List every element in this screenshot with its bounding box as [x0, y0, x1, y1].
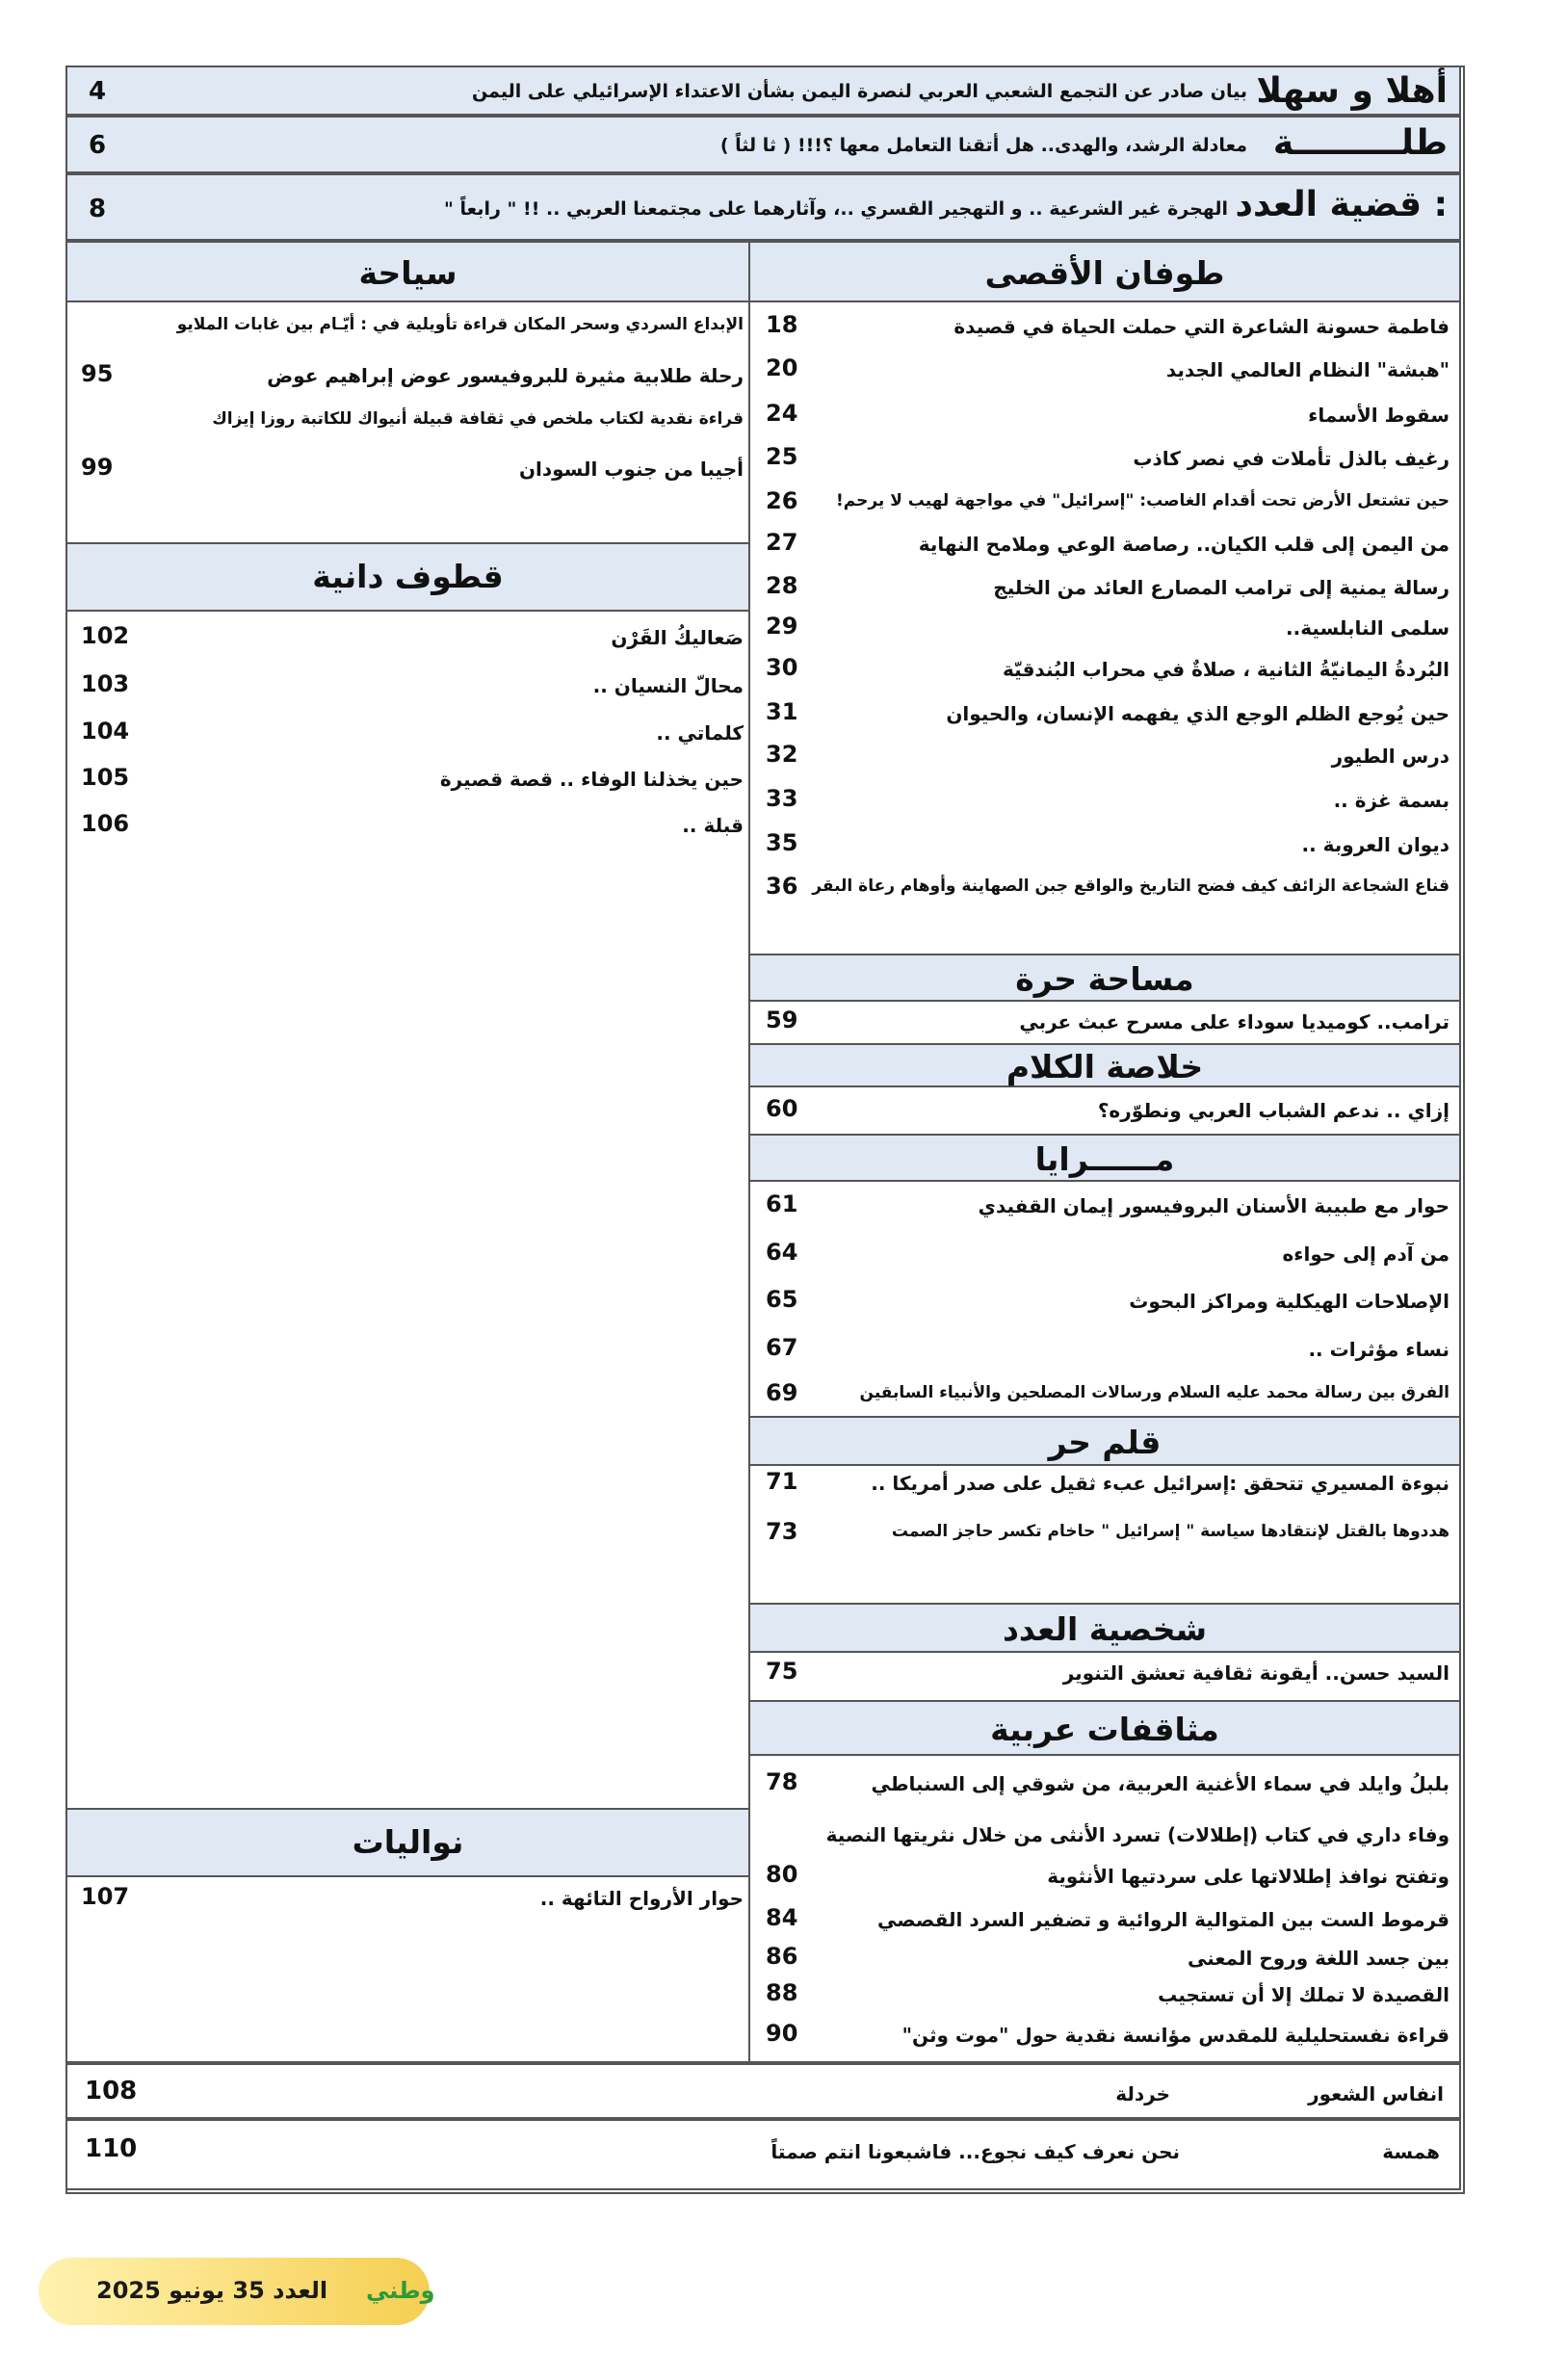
row-text[interactable]: نحن نعرف كيف نجوع... فاشبعونا انتم صمتاً: [770, 2140, 1180, 2163]
section-title-aqsa: طوفان الأقصى: [748, 241, 1461, 302]
toc-entry-title[interactable]: قراءة نفستحليلية للمقدس مؤانسة نقدية حول "موت وثن": [901, 2024, 1450, 2047]
toc-entry-page[interactable]: 35: [766, 829, 798, 856]
footer-badge: [39, 2258, 435, 2325]
row-label: طلـــــــــة: [1272, 123, 1448, 163]
toc-entry-page[interactable]: 75: [766, 1658, 798, 1685]
toc-entry-title[interactable]: وتفتح نوافذ إطلالاتها على سردتيها الأنثوية: [1047, 1865, 1450, 1888]
toc-entry-page[interactable]: 78: [766, 1768, 798, 1795]
toc-entry-page[interactable]: 33: [766, 785, 798, 812]
toc-entry-page[interactable]: 65: [766, 1286, 798, 1313]
toc-entry-title[interactable]: حين يُوجع الظلم الوجع الذي يفهمه الإنسان، والحيوان: [946, 702, 1450, 725]
toc-entry-title[interactable]: هددوها بالقتل لإنتقادها سياسة " إسرائيل " حاخام تكسر حاجز الصمت: [891, 1522, 1450, 1541]
toc-entry-title[interactable]: الإبداع السردي وسحر المكان قراءة تأويلية في : أيّـام بين غابات الملايو: [176, 315, 744, 334]
section-title-free-space: مساحة حرة: [748, 954, 1461, 1002]
toc-entry-title[interactable]: أجيبا من جنوب السودان: [518, 458, 744, 481]
toc-entry-title[interactable]: سلمى النابلسية..: [1286, 616, 1450, 640]
footer-issue: العدد 35 يونيو 2025: [96, 2277, 328, 2304]
row-text[interactable]: خردلة: [1115, 2082, 1170, 2105]
toc-entry-title[interactable]: حين تشتعل الأرض تحت أقدام الغاصب: "إسرائيل" في مواجهة لهيب لا يرحم!: [835, 491, 1450, 510]
toc-entry-page[interactable]: 103: [81, 670, 130, 697]
toc-entry-title[interactable]: درس الطيور: [1331, 745, 1450, 768]
row-text[interactable]: الهجرة غير الشرعية .. و التهجير القسري ..، وآثارهما على مجتمعنا العربي .. !! " رابعاً ": [443, 198, 1228, 220]
toc-entry-page[interactable]: 20: [766, 354, 798, 381]
toc-entry-title[interactable]: الإصلاحات الهيكلية ومراكز البحوث: [1129, 1290, 1450, 1313]
toc-entry-page[interactable]: 59: [766, 1007, 798, 1033]
row-label: همسة: [1382, 2140, 1440, 2163]
section-title-nawaliyat: نواليات: [65, 1808, 750, 1877]
toc-entry-page[interactable]: 84: [766, 1904, 798, 1931]
toc-entry-title[interactable]: كلماتي ..: [656, 721, 744, 745]
toc-entry-page[interactable]: 88: [766, 1979, 798, 2006]
row-page[interactable]: 4: [89, 77, 107, 106]
toc-entry-title[interactable]: قراءة نقدية لكتاب ملخص في ثقافة قبيلة أنيواك للكاتبة روزا إيزاك: [212, 409, 744, 429]
toc-entry-page[interactable]: 73: [766, 1518, 798, 1545]
left-column: [65, 241, 750, 2063]
section-title-free-pen: قلم حر: [748, 1416, 1461, 1466]
toc-entry-title[interactable]: من آدم إلى حواءه: [1282, 1242, 1450, 1266]
toc-entry-title[interactable]: إزاي .. ندعم الشباب العربي ونطوّره؟: [1097, 1099, 1450, 1122]
toc-entry-title[interactable]: رغيف بالذل تأملات في نصر كاذب: [1133, 447, 1450, 470]
section-title-summary: خلاصة الكلام: [748, 1043, 1461, 1087]
toc-entry-title[interactable]: حوار مع طبيبة الأسنان البروفيسور إيمان القفيدي: [978, 1194, 1450, 1217]
toc-entry-title[interactable]: رحلة طلابية مثيرة للبروفيسور عوض إبراهيم عوض: [267, 364, 744, 387]
toc-entry-title[interactable]: قرموط الست بين المتوالية الروائية و تضفير السرد القصصي: [876, 1908, 1450, 1931]
section-title-personality: شخصية العدد: [748, 1603, 1461, 1653]
row-page[interactable]: 6: [89, 131, 107, 160]
toc-entry-title[interactable]: رسالة يمنية إلى ترامب المصارع العائد من الخليج: [993, 576, 1450, 599]
section-title-tourism: سياحة: [65, 241, 750, 302]
footer-brand: وطني: [366, 2277, 435, 2304]
toc-entry-page[interactable]: 80: [766, 1861, 798, 1888]
toc-entry-title[interactable]: صَعاليكُ القَرْن: [611, 626, 744, 649]
toc-entry-title[interactable]: محالّ النسيان ..: [592, 674, 744, 697]
toc-entry-title[interactable]: الفرق بين رسالة محمد عليه السلام ورسالات المصلحين والأنبياء السابقين: [859, 1383, 1450, 1402]
toc-entry-title[interactable]: ديوان العروبة ..: [1301, 833, 1450, 856]
toc-entry-page[interactable]: 105: [81, 764, 130, 791]
toc-entry-title[interactable]: بلبلُ وايلد في سماء الأغنية العربية، من شوقي إلى السنباطي: [871, 1772, 1450, 1795]
toc-entry-page[interactable]: 26: [766, 487, 798, 514]
row-text[interactable]: بيان صادر عن التجمع الشعبي العربي لنصرة اليمن بشأن الاعتداء الإسرائيلي على اليمن: [472, 81, 1247, 102]
toc-entry-page[interactable]: 106: [81, 810, 130, 837]
top-row-welcome: [65, 65, 1461, 116]
toc-entry-page[interactable]: 25: [766, 443, 798, 470]
toc-entry-title[interactable]: نساء مؤثرات ..: [1308, 1338, 1450, 1361]
toc-entry-page[interactable]: 32: [766, 741, 798, 768]
toc-entry-page[interactable]: 18: [766, 311, 798, 338]
toc-entry-title[interactable]: وفاء داري في كتاب (إطلالات) تسرد الأنثى من خلال نثريتها النصية: [825, 1823, 1450, 1846]
toc-entry-page[interactable]: 67: [766, 1334, 798, 1361]
row-text[interactable]: معادلة الرشد، والهدى.. هل أتقنا التعامل معها ؟!!! ( ثا لثاً ): [719, 135, 1247, 156]
toc-entry-page[interactable]: 71: [766, 1468, 798, 1495]
row-page[interactable]: 108: [85, 2077, 138, 2105]
toc-entry-title[interactable]: القصيدة لا تملك إلا أن تستجيب: [1158, 1983, 1450, 2006]
toc-entry-title[interactable]: نبوءة المسيري تتحقق :إسرائيل عبء ثقيل على صدر أمريكا ..: [871, 1472, 1450, 1495]
bottom-row-anfas: [65, 2063, 1461, 2119]
section-title-arab-culture: مثاقفات عربية: [748, 1700, 1461, 1756]
toc-entry-title[interactable]: البُردةُ اليمانيّةُ الثانية ، صلاةٌ في محراب البُندقيّة: [1003, 658, 1450, 681]
row-page[interactable]: 8: [89, 195, 107, 223]
top-row-issue-topic: [65, 173, 1461, 241]
toc-entry-page[interactable]: 28: [766, 572, 798, 599]
bottom-row-hamsa: [65, 2119, 1461, 2190]
toc-entry-title[interactable]: السيد حسن.. أيقونة ثقافية تعشق التنوير: [1062, 1661, 1450, 1685]
toc-entry-page[interactable]: 60: [766, 1095, 798, 1122]
toc-entry-page[interactable]: 30: [766, 654, 798, 681]
toc-entry-title[interactable]: بسمة غزة ..: [1333, 789, 1450, 812]
row-label: قضية العدد :: [1235, 185, 1448, 224]
toc-entry-page[interactable]: 64: [766, 1239, 798, 1266]
toc-entry-title[interactable]: بين جسد اللغة وروح المعنى: [1187, 1947, 1450, 1970]
toc-entry-page[interactable]: 104: [81, 718, 130, 745]
toc-entry-page[interactable]: 86: [766, 1943, 798, 1970]
toc-entry-page[interactable]: 36: [766, 873, 798, 900]
toc-entry-title[interactable]: سقوط الأسماء: [1308, 404, 1450, 427]
toc-entry-title[interactable]: حين يخذلنا الوفاء .. قصة قصيرة: [439, 768, 744, 791]
toc-entry-page[interactable]: 90: [766, 2020, 798, 2047]
toc-entry-page[interactable]: 31: [766, 698, 798, 725]
toc-entry-title[interactable]: قبلة ..: [682, 814, 744, 837]
toc-entry-title[interactable]: فاطمة حسونة الشاعرة التي حملت الحياة في قصيدة: [953, 315, 1450, 338]
toc-entry-page[interactable]: 24: [766, 400, 798, 427]
toc-entry-title[interactable]: حوار الأرواح التائهة ..: [539, 1887, 744, 1910]
toc-entry-page[interactable]: 27: [766, 529, 798, 556]
row-label: انفاس الشعور: [1308, 2082, 1444, 2105]
section-title-qutuf: قطوف دانية: [65, 542, 750, 612]
toc-entry-page[interactable]: 61: [766, 1190, 798, 1217]
toc-entry-title[interactable]: ترامب.. كوميديا سوداء على مسرح عبث عربي: [1019, 1010, 1450, 1033]
toc-entry-page[interactable]: 99: [81, 454, 114, 481]
toc-entry-page[interactable]: 69: [766, 1379, 798, 1406]
top-row-tala: [65, 116, 1461, 173]
toc-entry-page[interactable]: 107: [81, 1883, 130, 1910]
toc-entry-title[interactable]: من اليمن إلى قلب الكيان.. رصاصة الوعي وملامح النهاية: [918, 533, 1450, 556]
toc-entry-page[interactable]: 29: [766, 613, 798, 640]
toc-entry-page[interactable]: 102: [81, 622, 130, 649]
row-label: أهلا و سهلا: [1256, 71, 1448, 111]
section-title-mirrors: مــــــرايا: [748, 1134, 1461, 1182]
toc-entry-page[interactable]: 95: [81, 360, 114, 387]
row-page[interactable]: 110: [85, 2134, 138, 2163]
toc-entry-title[interactable]: "هبشة" النظام العالمي الجديد: [1165, 358, 1450, 381]
toc-entry-title[interactable]: قناع الشجاعة الزائف كيف فضح التاريخ والواقع جبن الصهاينة وأوهام رعاة البقر: [812, 876, 1450, 896]
